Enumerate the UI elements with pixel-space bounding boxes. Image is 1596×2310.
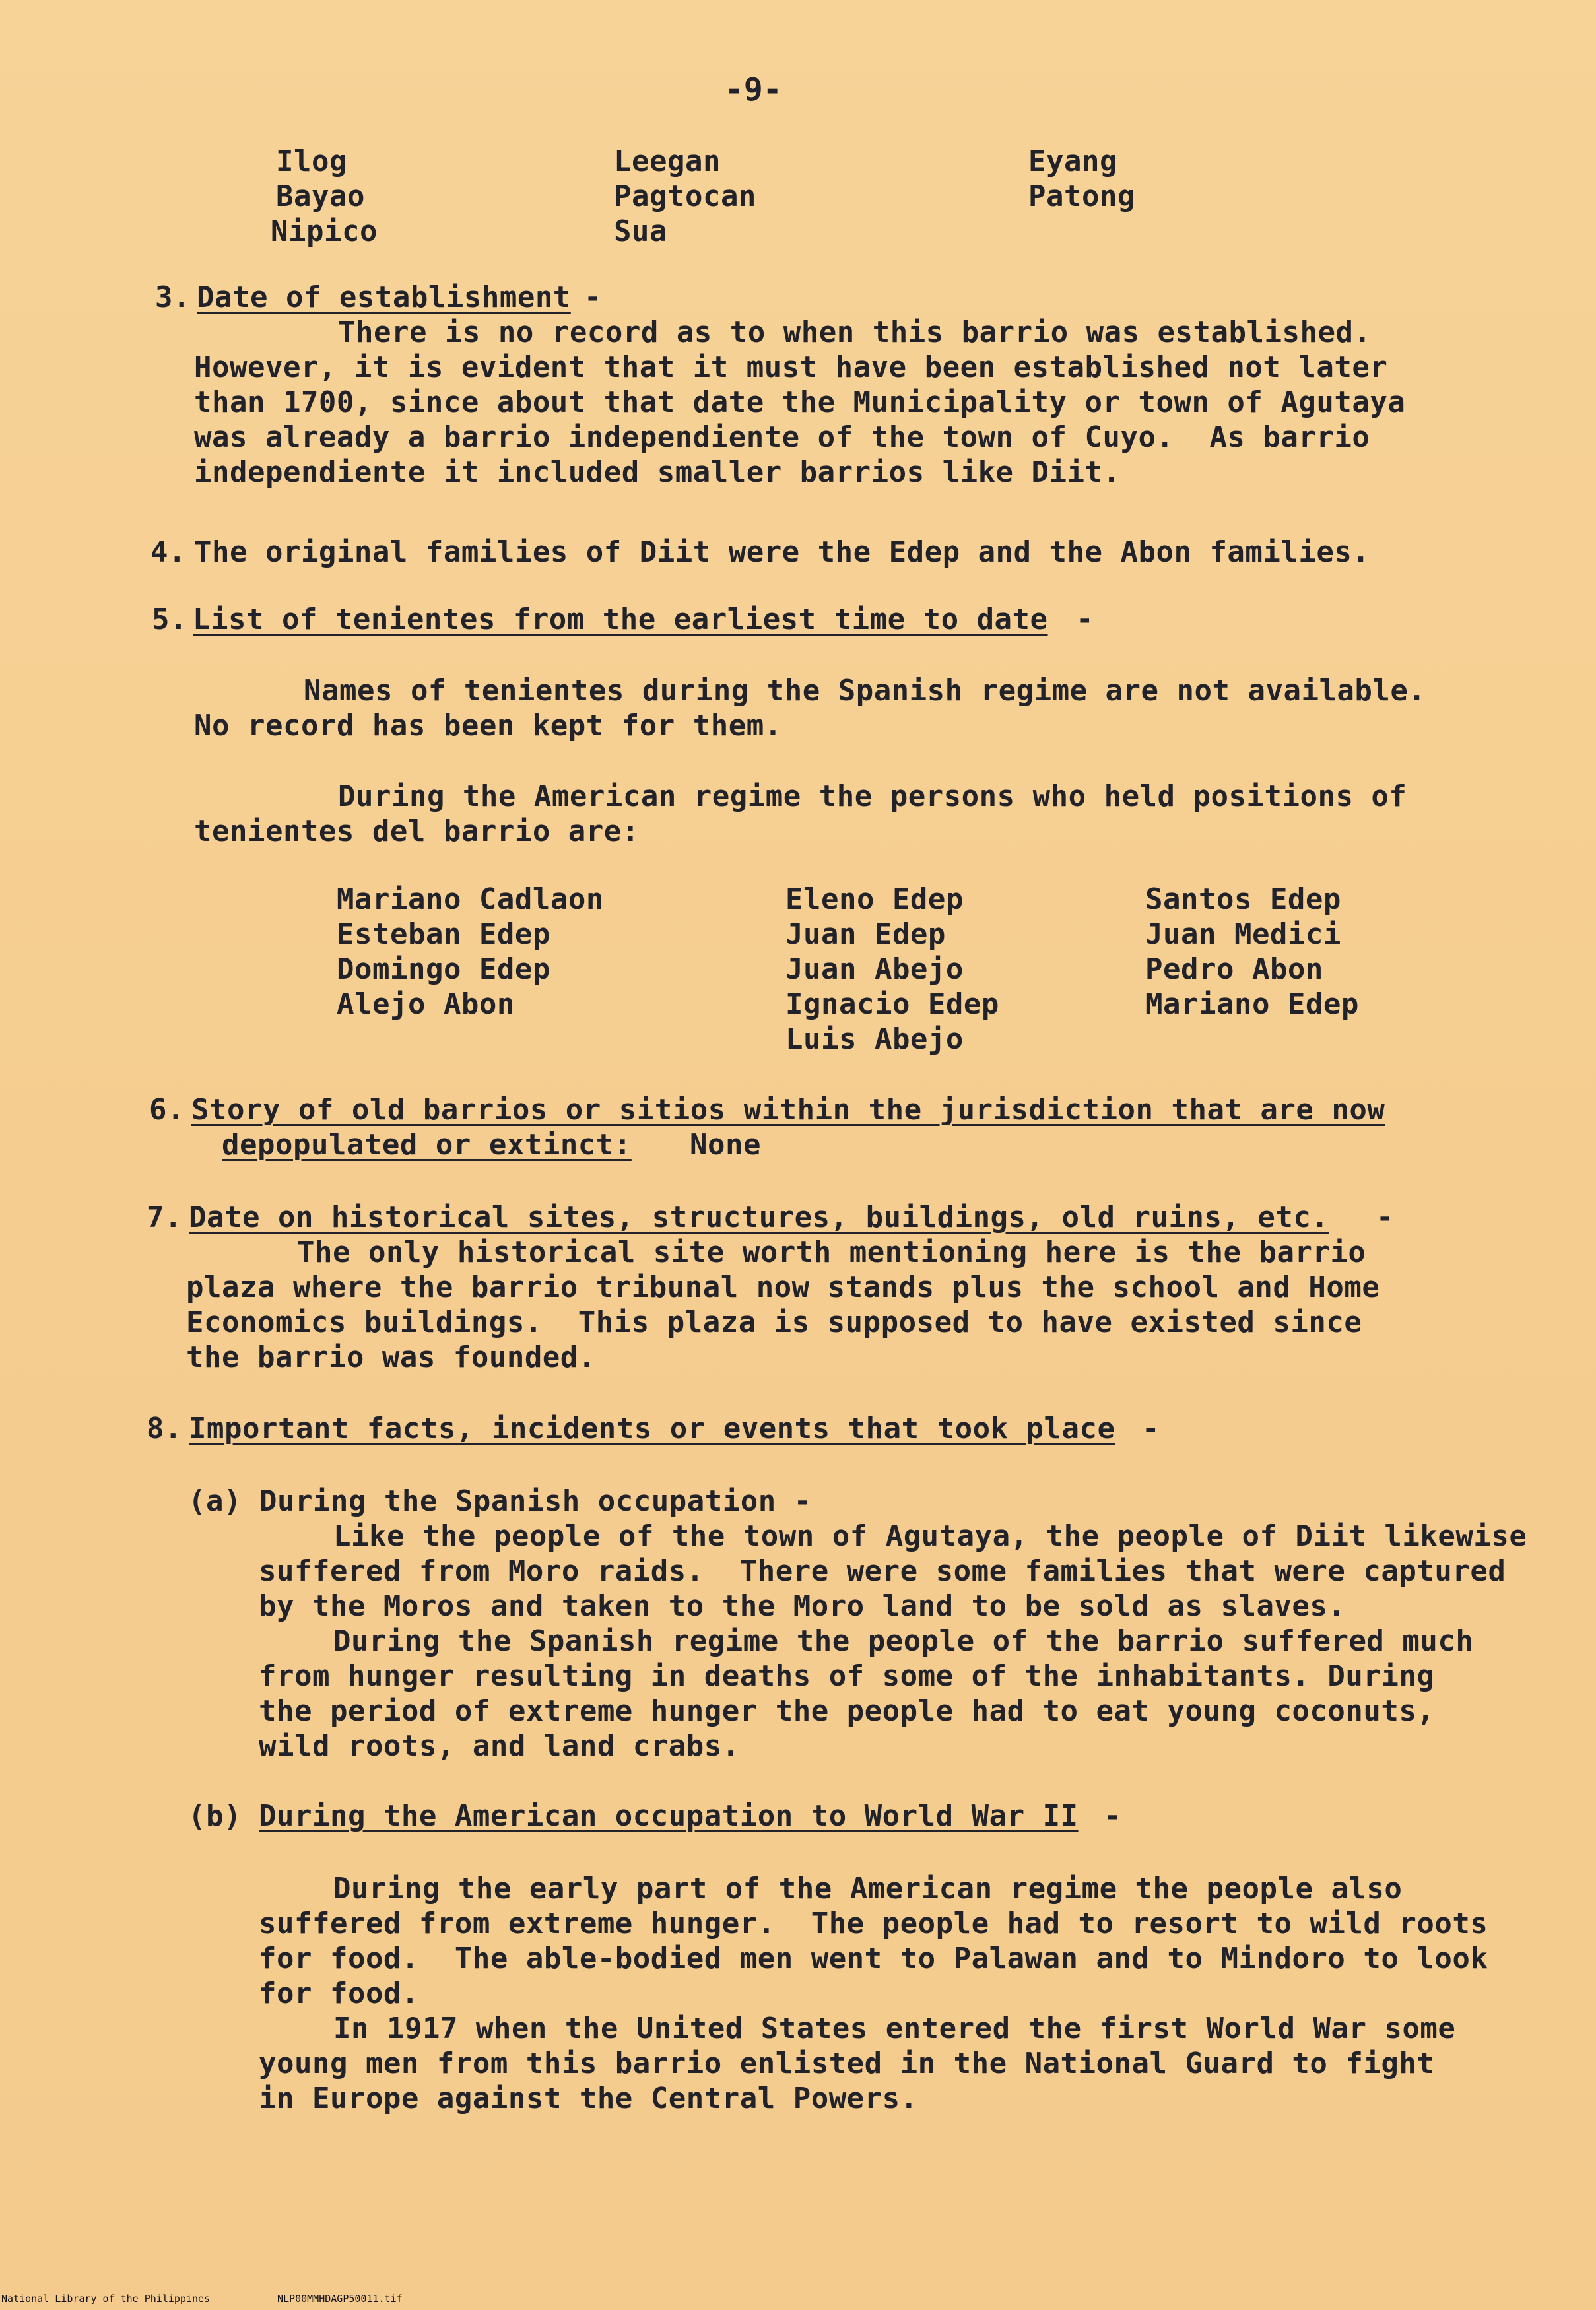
subsection-a-label: (a) During the Spanish occupation - bbox=[188, 1484, 812, 1518]
sitio-name: Sua bbox=[614, 214, 667, 248]
page-number: -9- bbox=[725, 71, 782, 108]
teniente-name: Juan Medici bbox=[1145, 917, 1341, 951]
teniente-name: Santos Edep bbox=[1145, 882, 1341, 916]
section-7-line: The only historical site worth mentioning here is the barrio bbox=[297, 1236, 1366, 1269]
section-8-dash: - bbox=[1142, 1412, 1160, 1445]
section-5-paragraph-line: No record has been kept for them. bbox=[194, 709, 782, 742]
section-5-number: 5. bbox=[152, 603, 187, 636]
sitio-name: Pagtocan bbox=[614, 180, 756, 213]
teniente-name: Eleno Edep bbox=[785, 882, 964, 916]
teniente-name: Pedro Abon bbox=[1145, 952, 1323, 986]
teniente-name: Mariano Cadlaon bbox=[337, 882, 604, 916]
section-3-number: 3. bbox=[155, 280, 191, 314]
teniente-name: Ignacio Edep bbox=[785, 987, 999, 1021]
section-3-line: There is no record as to when this barrio was established. bbox=[338, 315, 1372, 349]
sitio-name: Eyang bbox=[1028, 145, 1117, 178]
subsection-a-line: Like the people of the town of Agutaya, the people of Diit likewise bbox=[333, 1519, 1527, 1553]
section-3-line: However, it is evident that it must have been established not later bbox=[194, 350, 1388, 384]
subsection-b-line: young men from this barrio enlisted in the National Guard to fight bbox=[259, 2047, 1435, 2080]
sitio-name: Bayao bbox=[276, 180, 365, 213]
section-3-line: than 1700, since about that date the Municipality or town of Agutaya bbox=[194, 385, 1406, 419]
subsection-b-line: In 1917 when the United States entered the first World War some bbox=[333, 2012, 1456, 2045]
section-5-heading: List of tenientes from the earliest time to date bbox=[193, 603, 1048, 636]
teniente-name: Juan Edep bbox=[785, 917, 946, 951]
section-5-dash: - bbox=[1076, 603, 1094, 636]
section-7-line: plaza where the barrio tribunal now stands plus the school and Home bbox=[186, 1270, 1380, 1304]
sitio-name: Patong bbox=[1028, 180, 1135, 213]
teniente-name: Alejo Abon bbox=[337, 987, 515, 1021]
section-4-text: The original families of Diit were the Edep and the Abon families. bbox=[194, 535, 1370, 569]
teniente-name: Esteban Edep bbox=[337, 917, 550, 951]
section-6-answer: None bbox=[690, 1128, 761, 1162]
subsection-b-dash: - bbox=[1104, 1799, 1121, 1833]
section-3-line: was already a barrio independiente of the town of Cuyo. As barrio bbox=[194, 420, 1370, 454]
subsection-b-label: (b) bbox=[188, 1799, 242, 1833]
subsection-a-line: by the Moros and taken to the Moro land to be sold as slaves. bbox=[259, 1589, 1346, 1623]
section-3-dash: - bbox=[584, 280, 602, 314]
section-6-heading: Story of old barrios or sitios within the jurisdiction that are now bbox=[191, 1093, 1385, 1127]
subsection-b-line: in Europe against the Central Powers. bbox=[259, 2082, 918, 2115]
subsection-b-heading: During the American occupation to World War II bbox=[259, 1799, 1079, 1833]
section-6-heading-continued: depopulated or extinct: bbox=[222, 1128, 632, 1162]
section-6-number: 6. bbox=[149, 1093, 185, 1127]
section-5-paragraph-line: tenientes del barrio are: bbox=[194, 814, 640, 848]
section-7-line: Economics buildings. This plaza is supposed to have existed since bbox=[186, 1305, 1362, 1339]
sitio-name: Nipico bbox=[271, 214, 378, 248]
section-7-heading: Date on historical sites, structures, buildings, old ruins, etc. bbox=[189, 1201, 1329, 1234]
section-7-line: the barrio was founded. bbox=[186, 1340, 596, 1374]
section-8-number: 8. bbox=[147, 1412, 182, 1445]
subsection-a-line: suffered from Moro raids. There were some families that were captured bbox=[259, 1554, 1506, 1588]
teniente-name: Domingo Edep bbox=[337, 952, 550, 986]
teniente-name: Mariano Edep bbox=[1145, 987, 1359, 1021]
sitio-name: Ilog bbox=[276, 145, 347, 178]
subsection-b-line: for food. The able-bodied men went to Palawan and to Mindoro to look bbox=[259, 1942, 1488, 1975]
section-4-number: 4. bbox=[150, 535, 186, 569]
subsection-b-line: suffered from extreme hunger. The people had to resort to wild roots bbox=[259, 1907, 1488, 1940]
subsection-b-line: During the early part of the American regime the people also bbox=[333, 1872, 1403, 1905]
sitio-name: Leegan bbox=[614, 145, 721, 178]
subsection-a-line: During the Spanish regime the people of the barrio suffered much bbox=[333, 1624, 1474, 1658]
section-7-dash: - bbox=[1376, 1201, 1394, 1234]
footer-library-label: National Library of the Philippines bbox=[1, 2293, 211, 2305]
subsection-a-line: wild roots, and land crabs. bbox=[259, 1729, 740, 1763]
section-5-paragraph-line: Names of tenientes during the Spanish regime are not available. bbox=[304, 674, 1426, 708]
section-3-heading: Date of establishment bbox=[197, 280, 571, 314]
footer-file-label: NLP00MMHDAGP50011.tif bbox=[277, 2293, 403, 2305]
section-3-line: independiente it included smaller barrios like Diit. bbox=[194, 455, 1121, 489]
section-7-number: 7. bbox=[147, 1201, 182, 1234]
section-5-paragraph-line: During the American regime the persons who held positions of bbox=[338, 779, 1407, 813]
subsection-a-line: the period of extreme hunger the people had to eat young coconuts, bbox=[259, 1694, 1435, 1728]
subsection-a-line: from hunger resulting in deaths of some of the inhabitants. During bbox=[259, 1659, 1435, 1693]
section-8-heading: Important facts, incidents or events that took place bbox=[189, 1412, 1115, 1445]
teniente-name: Juan Abejo bbox=[785, 952, 964, 986]
teniente-name: Luis Abejo bbox=[785, 1022, 964, 1056]
subsection-b-line: for food. bbox=[259, 1977, 419, 2010]
